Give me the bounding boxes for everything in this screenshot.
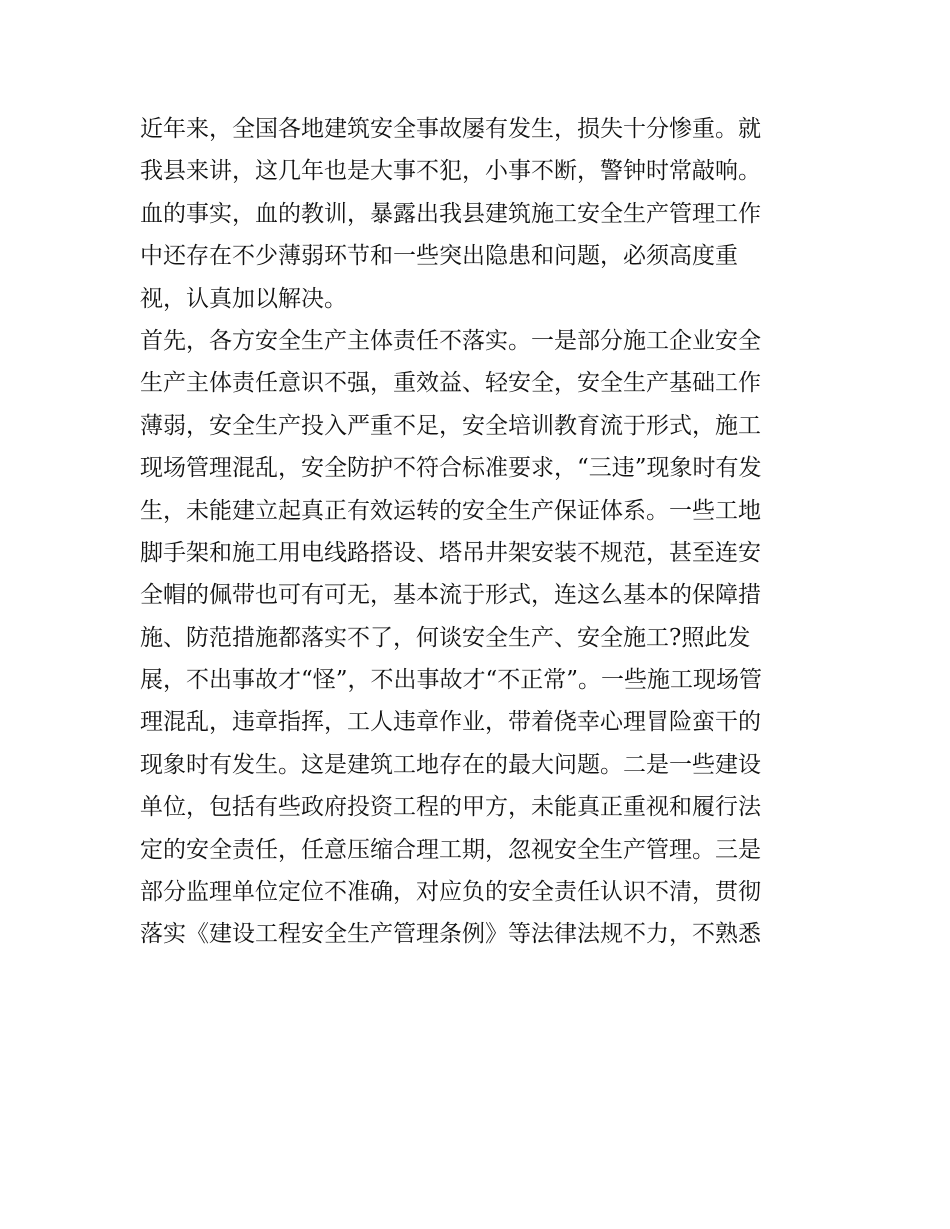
text-line: 脚手架和施工用电线路搭设、塔吊井架安装不规范，甚至连安 <box>140 539 761 566</box>
text-line: 我县来讲，这几年也是大事不犯，小事不断，警钟时常敲响。 <box>140 158 761 185</box>
text-line: 理混乱，违章指挥，工人违章作业，带着侥幸心理冒险蛮干的 <box>140 709 761 736</box>
text-line: 血的事实，血的教训，暴露出我县建筑施工安全生产管理工作 <box>140 200 761 227</box>
text-line: 中还存在不少薄弱环节和一些突出隐患和问题，必须高度重 <box>140 243 738 270</box>
text-line: 视，认真加以解决。 <box>140 285 347 312</box>
paragraph-1 <box>140 108 820 320</box>
text-line: 薄弱，安全生产投入严重不足，安全培训教育流于形式，施工 <box>140 412 761 439</box>
text-line: 近年来，全国各地建筑安全事故屡有发生，损失十分惨重。就 <box>140 116 761 142</box>
text-line: 现场管理混乱，安全防护不符合标准要求，“三违”现象时有发 <box>140 455 762 482</box>
text-line: 全帽的佩带也可有可无，基本流于形式，连这么基本的保障措 <box>140 582 761 609</box>
text-line: 单位，包括有些政府投资工程的甲方，未能真正重视和履行法 <box>140 794 761 821</box>
text-line: 落实《建设工程安全生产管理条例》等法律法规不力，不熟悉 <box>140 921 761 948</box>
paragraph-2 <box>140 320 820 956</box>
text-line: 现象时有发生。这是建筑工地存在的最大问题。二是一些建设 <box>140 751 761 778</box>
text-line: 生产主体责任意识不强，重效益、轻安全，安全生产基础工作 <box>140 370 761 397</box>
text-line: 部分监理单位定位不准确，对应负的安全责任认识不清，贯彻 <box>140 879 761 906</box>
text-line: 生，未能建立起真正有效运转的安全生产保证体系。一些工地 <box>140 497 761 524</box>
document-body <box>140 108 820 956</box>
text-line: 定的安全责任，任意压缩合理工期，忽视安全生产管理。三是 <box>140 836 761 863</box>
text-line: 施、防范措施都落实不了，何谈安全生产、安全施工?照此发 <box>140 624 751 651</box>
text-line: 展，不出事故才“怪”，不出事故才“不正常”。一些施工现场管 <box>140 667 763 694</box>
text-line: 首先，各方安全生产主体责任不落实。一是部分施工企业安全 <box>140 327 761 354</box>
